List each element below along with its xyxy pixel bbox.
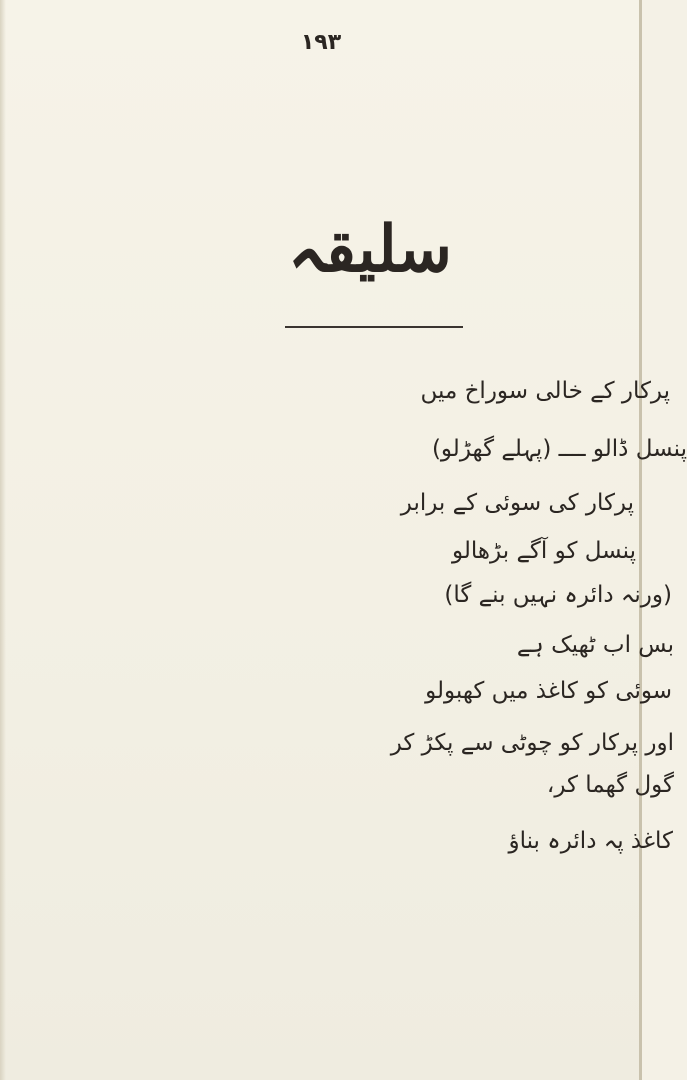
poem-line: کاغذ پہ دائرہ بناؤ: [508, 828, 673, 854]
page-edge: [639, 0, 642, 1080]
poem-line: پنسل کو آگے بڑھالو: [452, 538, 636, 564]
poem-line: پنسل ڈالو ــــ (پہلے گھڑلو): [431, 436, 687, 462]
page-edge-shadow: [0, 0, 6, 1080]
poem-line: پرکار کے خالی سوراخ میں: [420, 378, 670, 404]
poem-title: سلیقہ: [288, 212, 452, 287]
poem-line: (ورنہ دائرہ نہیں بنے گا): [444, 582, 672, 608]
poem-line: اور پرکار کو چوٹی سے پکڑ کر: [390, 730, 674, 756]
title-underline: [285, 326, 463, 328]
poem-line: گول گھما کر،: [546, 772, 674, 798]
page-number: ۱۹۳: [300, 30, 342, 55]
poem-line: پرکار کی سوئی کے برابر: [400, 490, 634, 516]
poem-line: سوئی کو کاغذ میں کھبولو: [425, 678, 672, 704]
poem-line: بس اب ٹھیک ہے: [516, 632, 674, 658]
